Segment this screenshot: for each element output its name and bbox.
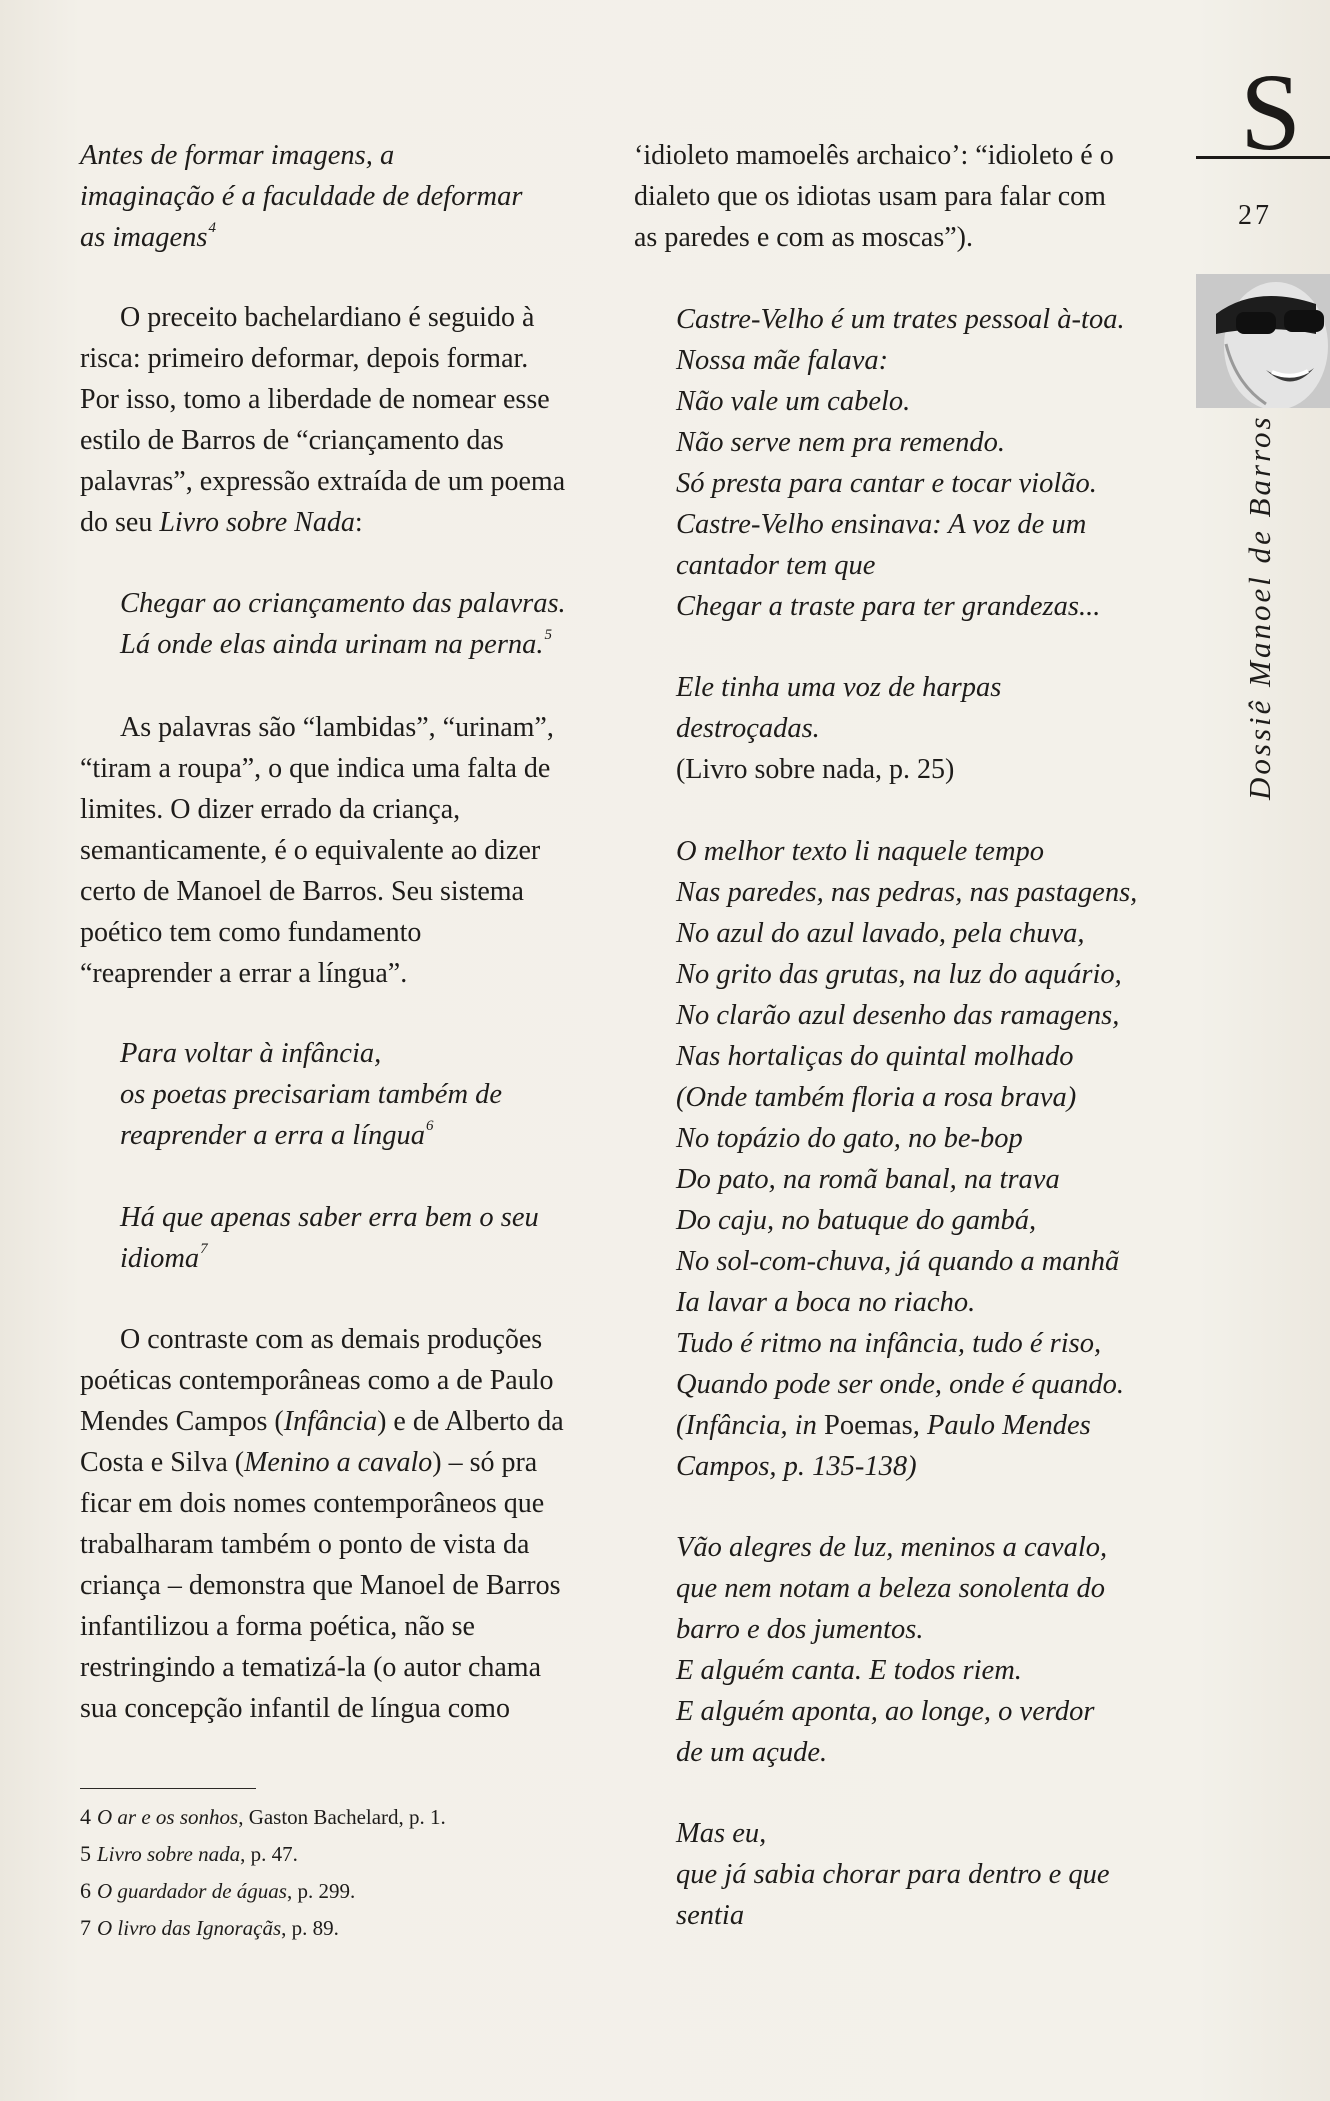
poem-line: Tudo é ritmo na infância, tudo é riso,	[676, 1328, 1102, 1359]
footnote: 4 O ar e os sonhos, Gaston Bachelard, p. 1.	[80, 1804, 446, 1829]
poem-line: Só presta para cantar e tocar violão.	[676, 468, 1097, 499]
poem-line: O melhor texto li naquele tempo	[676, 836, 1045, 867]
poem-line: de um açude.	[676, 1737, 828, 1768]
paragraph-line: Costa e Silva (Menino a cavalo) – só pra	[80, 1447, 538, 1478]
paragraph-line: as paredes e com as moscas”).	[634, 222, 973, 253]
poem-source: (Livro sobre nada, p. 25)	[676, 754, 955, 785]
paragraph-line: poéticas contemporâneas como a de Paulo	[80, 1365, 554, 1396]
header-rule	[1196, 156, 1330, 159]
paragraph-line: certo de Manoel de Barros. Seu sistema	[80, 876, 524, 907]
paragraph-line: limites. O dizer errado da criança,	[80, 794, 461, 825]
poem-line: No clarão azul desenho das ramagens,	[676, 1000, 1120, 1031]
paragraph-line: ‘idioleto mamoelês archaico’: “idioleto é o	[634, 140, 1114, 171]
poem-line: Ele tinha uma voz de harpas	[676, 672, 1002, 703]
paragraph-line: restringindo a tematizá-la (o autor chama	[80, 1652, 542, 1683]
poem-line: Vão alegres de luz, meninos a cavalo,	[676, 1532, 1108, 1563]
poem-line: No sol-com-chuva, já quando a manhã	[676, 1246, 1120, 1277]
paragraph-line: do seu Livro sobre Nada:	[80, 507, 363, 538]
poem-line: cantador tem que	[676, 550, 876, 581]
paragraph-line: Mendes Campos (Infância) e de Alberto da	[80, 1406, 564, 1437]
poem-line: E alguém canta. E todos riem.	[676, 1655, 1022, 1686]
poem-line: barro e dos jumentos.	[676, 1614, 924, 1645]
paragraph-line: As palavras são “lambidas”, “urinam”,	[120, 712, 554, 743]
quote-line: Para voltar à infância,	[120, 1038, 382, 1069]
paragraph-line: poético tem como fundamento	[80, 917, 422, 948]
book-title: Livro sobre Nada	[159, 507, 355, 538]
paragraph-line: criança – demonstra que Manoel de Barros	[80, 1570, 561, 1601]
footnote: 6 O guardador de águas, p. 299.	[80, 1878, 356, 1903]
footnote: 5 Livro sobre nada, p. 47.	[80, 1841, 298, 1866]
epigraph-line: Antes de formar imagens, a	[80, 140, 395, 171]
paragraph-line: O preceito bachelardiano é seguido à	[120, 302, 535, 333]
footnote-ref: 5	[544, 627, 553, 643]
paragraph-line: infantilizou a forma poética, não se	[80, 1611, 475, 1642]
poem-line: No azul do azul lavado, pela chuva,	[676, 918, 1085, 949]
poem-line: (Onde também floria a rosa brava)	[676, 1082, 1077, 1113]
epigraph-line: as imagens$^4$	[80, 220, 216, 253]
poem-line: Nas hortaliças do quintal molhado	[676, 1041, 1074, 1072]
poem-source: (Infância, in Poemas, Paulo Mendes	[676, 1410, 1091, 1441]
poem-line: Quando pode ser onde, onde é quando.	[676, 1369, 1125, 1400]
portrait-photo-icon	[1196, 274, 1330, 408]
paragraph-line: trabalharam também o ponto de vista da	[80, 1529, 530, 1560]
paragraph-line: dialeto que os idiotas usam para falar com	[634, 181, 1106, 212]
poem-line: Não serve nem pra remendo.	[676, 427, 1006, 458]
quote-line: Há que apenas saber erra bem o seu	[120, 1202, 539, 1233]
paragraph-line: palavras”, expressão extraída de um poema	[80, 466, 566, 497]
paragraph-line: risca: primeiro deformar, depois formar.	[80, 343, 529, 374]
poem-line: que já sabia chorar para dentro e que	[676, 1859, 1110, 1890]
paragraph-line: estilo de Barros de “criançamento das	[80, 425, 504, 456]
poem-line: sentia	[676, 1900, 745, 1931]
epigraph-line: imaginação é a faculdade de deformar	[80, 181, 523, 212]
poem-line: Não vale um cabelo.	[676, 386, 911, 417]
running-title: Dossiê Manoel de Barros	[1242, 414, 1277, 800]
footnote-divider	[80, 1788, 256, 1789]
poem-line: Chegar a traste para ter grandezas...	[676, 591, 1101, 622]
footnote: 7 O livro das Ignoraçãs, p. 89.	[80, 1915, 339, 1940]
poem-line: No topázio do gato, no be-bop	[676, 1123, 1023, 1154]
footnote-ref: 4	[208, 220, 216, 236]
footnote-ref: 7	[200, 1241, 208, 1257]
poem-line: E alguém aponta, ao longe, o verdor	[676, 1696, 1095, 1727]
book-title: Infância	[283, 1406, 378, 1437]
poem-line: destroçadas.	[676, 713, 820, 744]
poem-line: Do caju, no batuque do gambá,	[676, 1205, 1037, 1236]
poem-line: Nossa mãe falava:	[676, 345, 889, 376]
poem-source: Campos, p. 135-138)	[676, 1451, 917, 1482]
section-letter: S	[1240, 72, 1302, 156]
poem-line: Castre-Velho é um trates pessoal à-toa.	[676, 304, 1125, 335]
paragraph-line: semanticamente, é o equivalente ao dizer	[80, 835, 541, 866]
poem-line: Ia lavar a boca no riacho.	[676, 1287, 976, 1318]
poem-line: Do pato, na romã banal, na trava	[676, 1164, 1060, 1195]
poem-line: Castre-Velho ensinava: A voz de um	[676, 509, 1087, 540]
poem-line: No grito das grutas, na luz do aquário,	[676, 959, 1122, 990]
quote-line: reaprender a erra a língua$^6$	[120, 1118, 434, 1151]
quote-line: Chegar ao criançamento das palavras.	[120, 588, 566, 619]
poem-line: que nem notam a beleza sonolenta do	[676, 1573, 1106, 1604]
quote-line: idioma$^7$	[120, 1241, 208, 1274]
page-number: 27	[1238, 200, 1272, 231]
paragraph-line: “reaprender a errar a língua”.	[80, 958, 408, 989]
quote-line: Lá onde elas ainda urinam na perna.$^5$	[120, 627, 553, 660]
paragraph-line: Por isso, tomo a liberdade de nomear esse	[80, 384, 550, 415]
footnote-ref: 6	[426, 1118, 434, 1134]
poem-line: Mas eu,	[676, 1818, 767, 1849]
book-title: Menino a cavalo	[244, 1447, 433, 1478]
paragraph-line: “tiram a roupa”, o que indica uma falta de	[80, 753, 551, 784]
quote-line: os poetas precisariam também de	[120, 1079, 503, 1110]
paragraph-line: sua concepção infantil de língua como	[80, 1693, 510, 1724]
paragraph-line: O contraste com as demais produções	[120, 1324, 543, 1355]
poem-line: Nas paredes, nas pedras, nas pastagens,	[676, 877, 1138, 908]
paragraph-line: ficar em dois nomes contemporâneos que	[80, 1488, 545, 1519]
